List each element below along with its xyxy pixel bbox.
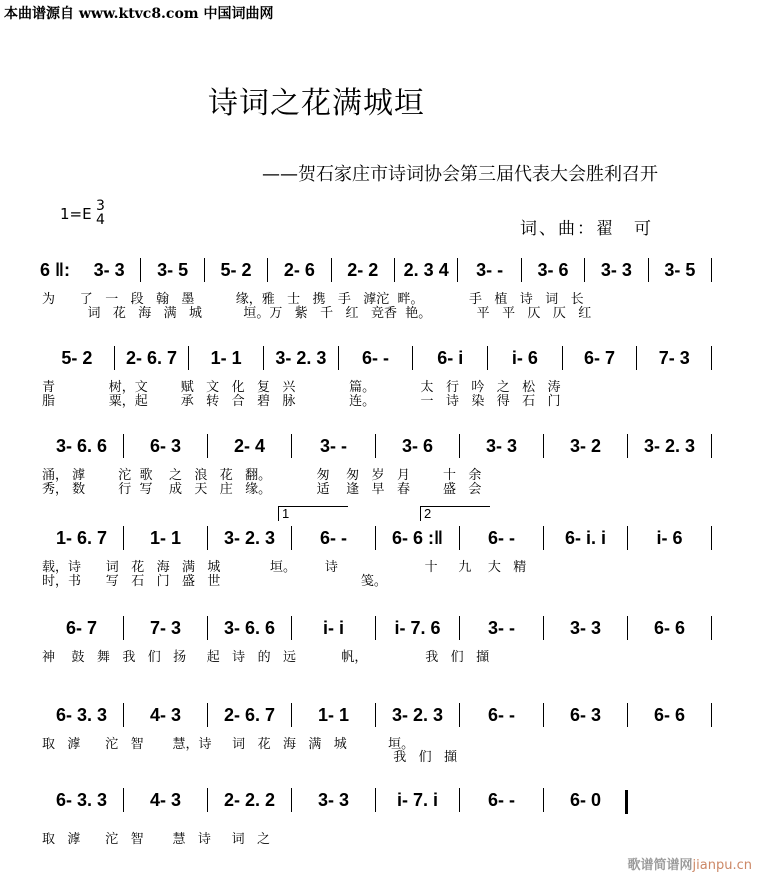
measure: 6- 6 :‖: [376, 526, 460, 550]
watermark: [628, 854, 752, 873]
lyric-line: 取 滹 沱 智 慧 诗 词 之: [42, 832, 270, 847]
measure: 6- 3: [124, 434, 208, 458]
volta-bracket: 2: [420, 506, 490, 521]
measure: 3- -: [458, 258, 521, 282]
measure: 6- 3. 3: [40, 788, 124, 812]
measure: 3- -: [292, 434, 376, 458]
credits: 词、曲：翟 可: [520, 219, 653, 239]
score-row: [40, 526, 712, 550]
measure: 2- 4: [208, 434, 292, 458]
measure: i- 6: [488, 346, 563, 370]
measure: i- 7. i: [376, 788, 460, 812]
measure: 3- 2. 3: [628, 434, 712, 458]
measure: 2- 2: [332, 258, 395, 282]
time-denominator: 4: [96, 212, 105, 228]
measure: 6- 3: [544, 703, 628, 727]
lyric-line: 词 花 海 满 城 垣。万 紫 千 红 竞香 艳。 平 平 仄 仄 红: [42, 306, 592, 321]
measure: 4- 3: [124, 703, 208, 727]
measure: 3- 3: [544, 616, 628, 640]
score-row: [40, 616, 712, 640]
measure: 3- 2. 3: [376, 703, 460, 727]
measure: 6- i: [413, 346, 488, 370]
lyric-line: 取 滹 沱 智 慧，诗 词 花 海 满 城 垣。: [42, 737, 415, 752]
measure: 6- -: [339, 346, 414, 370]
measure: 3- 5: [649, 258, 712, 282]
measure: 3- 3: [78, 258, 141, 282]
measure: 3- 3: [460, 434, 544, 458]
song-subtitle: ——贺石家庄市诗词协会第三届代表大会胜利召开: [262, 164, 658, 185]
measure: 2- 6. 7: [208, 703, 292, 727]
measure: 6- -: [460, 788, 544, 812]
measure: 3- 3: [292, 788, 376, 812]
measure: 7- 3: [124, 616, 208, 640]
measure: 2- 6: [268, 258, 331, 282]
measure: 3- 6. 6: [40, 434, 124, 458]
lyric-line: 神 鼓 舞 我 们 扬 起 诗 的 远 帆， 我 们 擷: [42, 650, 490, 665]
measure: 3- 2: [544, 434, 628, 458]
key-signature: [60, 198, 105, 228]
measure: 3- 6: [376, 434, 460, 458]
watermark-url: jianpu.cn: [692, 858, 752, 873]
measure: 6- 6: [628, 616, 712, 640]
lyric-line: 为 了 一 段 翰 墨 缘，雅 士 携 手 滹沱 畔。 手 植 诗 词 长: [42, 292, 584, 307]
time-numerator: 3: [96, 198, 105, 214]
measure: 6- 7: [40, 616, 124, 640]
lyric-line: 涌， 滹 沱 歌 之 浪 花 翻。 匆 匆 岁 月 十 余: [42, 468, 482, 483]
key-label: 1=E: [60, 205, 92, 223]
measure: 3- 6. 6: [208, 616, 292, 640]
measure: 1- 1: [189, 346, 264, 370]
measure: 2- 2. 2: [208, 788, 292, 812]
measure: 3- 3: [585, 258, 648, 282]
lyric-line: 秀， 数 行 写 成 天 庄 缘。 适 逢 早 春 盛 会: [42, 482, 482, 497]
measure: 6- -: [292, 526, 376, 550]
lyric-line: 载，诗 词 花 海 满 城 垣。 诗 十 九 大 精: [42, 560, 527, 575]
measure: i- 6: [628, 526, 712, 550]
score-row: [40, 346, 712, 370]
measure: 1- 1: [124, 526, 208, 550]
measure: 6- i. i: [544, 526, 628, 550]
time-signature: [96, 199, 105, 227]
score-row: [40, 434, 712, 458]
measure: 2. 3 4: [395, 258, 458, 282]
measure: 7- 3: [637, 346, 712, 370]
measure: 3- 2. 3: [264, 346, 339, 370]
measure: 5- 2: [40, 346, 115, 370]
song-title: 诗词之花满城垣: [208, 86, 425, 121]
measure: 6- 7: [563, 346, 638, 370]
measure: i- i: [292, 616, 376, 640]
measure: 4- 3: [124, 788, 208, 812]
measure: 5- 2: [205, 258, 268, 282]
measure: 3- 5: [141, 258, 204, 282]
score-row: [40, 703, 712, 727]
watermark-cn: 歌谱简谱网: [627, 858, 693, 873]
final-barline: [625, 790, 628, 814]
score-row: [40, 258, 712, 282]
measure: 3- 6: [522, 258, 585, 282]
volta-bracket: 1: [278, 506, 348, 521]
lyric-line: 我 们 擷: [42, 750, 458, 765]
measure: 1- 6. 7: [40, 526, 124, 550]
lyric-line: 青 树，文 赋 文 化 复 兴 篇。 太 行 吟 之 松 涛: [42, 380, 561, 395]
measure: 3- 2. 3: [208, 526, 292, 550]
measure: 6- 0: [569, 789, 602, 810]
measure: 6- 3. 3: [40, 703, 124, 727]
measure: 3- -: [460, 616, 544, 640]
source-header: 本曲谱源自 www.ktvc8.com 中国词曲网: [4, 6, 274, 22]
lyric-line: 时，书 写 石 门 盛 世 笺。: [42, 574, 387, 589]
measure: 2- 6. 7: [115, 346, 190, 370]
measure: 1- 1: [292, 703, 376, 727]
measure: i- 7. 6: [376, 616, 460, 640]
measure: 6- -: [460, 526, 544, 550]
lyric-line: 脂 粟，起 承 转 合 碧 脉 连。 一 诗 染 得 石 门: [42, 394, 561, 409]
row-prefix: 6 ‖:: [40, 259, 70, 280]
measure: 6- 6: [628, 703, 712, 727]
score-row: [40, 788, 712, 812]
measure: 6- -: [460, 703, 544, 727]
